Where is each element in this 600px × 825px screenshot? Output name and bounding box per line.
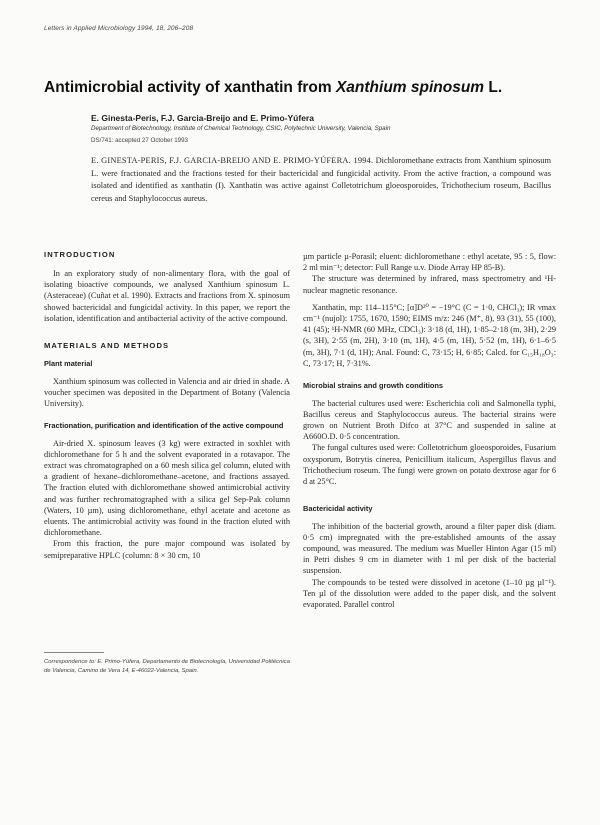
xanthatin-data: Xanthatin, mp: 114–115°C; [α]D²⁰ = −19°C (C = 1·0, CHCl₃); IR νmax cm⁻¹ (nujol): 1755, 1670, 1590; EIMS m/z: 246 (M⁺, 8), 93 (31), 55 (100), 41 (45); ¹H-NMR (60 MHz, CDCl₃): 3·18 (d, 1H), 1·85–2·18 (m, 3H), 2·29 (s, 3H), 2·55 (m, 2H), 3·10 (m, 1H), 4·5 (m, 1H), 5·52 (m, 1H), 6·1–6·5 (m, 3H), 7·1 (d, 1H); Anal. Found: C, 73·15; H, 6·85; Calcd. for C₁₅H₁₈O₃: C, 73·17; H, 7·31%.	[303, 302, 556, 368]
article-title	[44, 79, 564, 97]
plant-material-text: Xanthium spinosum was collected in Valencia and air dried in shade. A voucher specimen was deposited in the Department of Botany (Valencia University).	[44, 376, 290, 408]
introduction-heading: INTRODUCTION	[44, 250, 116, 259]
strains-heading: Microbial strains and growth conditions	[303, 381, 444, 391]
title-end: L.	[484, 79, 503, 96]
abstract-lead: E. GINESTA-PERIS, F.J. GARCIA-BREIJO AND E. PRIMO-YÚFERA. 1994.	[91, 156, 374, 165]
fractionation-text-2: From this fraction, the pure major compound was isolated by semipreparative HPLC (column: 8 × 30 cm, 10	[44, 539, 290, 560]
bactericidal-text-2: The compounds to be tested were dissolved in acetone (1–10 µg µl⁻¹). Ten µl of the dissolution were added to the paper disk, and the solvent evaporated. Parallel control	[303, 577, 556, 610]
title-species: Xanthium spinosum	[335, 79, 485, 96]
bactericidal-text-1: The inhibition of the bacterial growth, around a filter paper disk (diam. 0·5 cm) impregnated with the pre-established amounts of the assay compound, was measured. The medium was Mueller Hinton Agar (15 ml) in Petri dishes 9 cm in diameter with 1 ml per disk of the bacterial suspension.	[303, 521, 556, 576]
correspondence-footnote: Correspondence to: E. Primo-Yúfera, Departamento de Biotecnología, Universidad Politécnica de Valencia, Camino de Vera 14, E-46022-Valencia, Spain.	[44, 659, 290, 674]
abstract	[91, 155, 551, 205]
hplc-continued-text: µm particle µ-Porasil; eluent: dichloromethane : ethyl acetate, 95 : 5, flow: 2 ml min⁻¹; detector: Full Range u.v. Diode Array HP 85-B).	[303, 252, 556, 273]
methods-heading: MATERIALS AND METHODS	[44, 341, 170, 351]
footnote-rule	[44, 652, 104, 653]
plant-material-heading: Plant material	[44, 359, 93, 369]
introduction-text: In an exploratory study of non-alimentary flora, with the goal of isolating bioactive compounds, we analysed Xanthium spinosum L. (Asteraceae) (Cuñat et al. 1990). Extracts and fractions from X. spinosum showed bactericidal and fungicidal activity. In this paper, we report the isolation, identification and antibacterial activity of the active compound.	[44, 269, 290, 323]
structure-text: The structure was determined by infrared, mass spectrometry and ¹H-nuclear magnetic resonance.	[303, 274, 556, 295]
right-column	[303, 251, 556, 610]
received-date: DS/741: accepted 27 October 1993	[91, 137, 189, 144]
journal-header: Letters in Applied Microbiology 1994, 18, 206–208	[44, 25, 194, 32]
affiliation: Department of Biotechnology, Institute of Chemical Technology, CSIC, Polytechnic University, Valencia, Spain	[91, 125, 391, 132]
title-main: Antimicrobial activity of xanthatin from	[44, 79, 336, 96]
bactericidal-heading: Bactericidal activity	[303, 504, 373, 514]
strains-text-2: The fungal cultures used were: Colletotrichum gloeosporoides, Fusarium oxysporum, Botrytis cinerea, Penicillium italicum, Aspergillus flavus and Trichothecium roseum. The fungi were grown on potato dextrose agar for 6 d at 25°C.	[303, 443, 556, 486]
fractionation-heading: Fractionation, purification and identification of the active compound	[44, 421, 284, 431]
authors: E. Ginesta-Peris, F.J. Garcia-Breijo and E. Primo-Yúfera	[91, 113, 314, 123]
left-column	[44, 250, 290, 561]
fractionation-text-1: Air-dried X. spinosum leaves (3 kg) were extracted in soxhlet with dichloromethane for 5 h and the solvent evaporated in a rotavapor. The extract was chromatographed on a 60 mesh silica gel column, eluted with a gradient of hexane–dichloromethane–acetone, and fractions assayed. The fraction eluted with dichloromethane showed antimicrobial activity and was further rechromatographed with a silica gel Sep-Pak column (Waters, 10 µm), using dichloromethane, ethyl acetate and acetone as eluents. The antimicrobial activity was found in the fraction eluted with dichloromethane.	[44, 438, 290, 538]
strains-text-1: The bacterial cultures used were: Escherichia coli and Salmonella typhi, Bacillus cereus and Staphylococcus aureus. The bacterial strains were grown on Nutrient Broth Difco at 37°C and suspended in saline at A660O.D. 0·5 concentration.	[303, 398, 556, 442]
abstract-text: Dichloromethane extracts from Xanthium spinosum L. were fractionated and the fractions tested for their bactericidal and fungicidal activity. From the active fraction, a compound was isolated and identified as xanthatin (I). Xanthatin was active against Colletotrichum gloeosporoides, Trichothecium roseum, Bacillus cereus and Staphylococcus aureus.	[91, 156, 551, 203]
